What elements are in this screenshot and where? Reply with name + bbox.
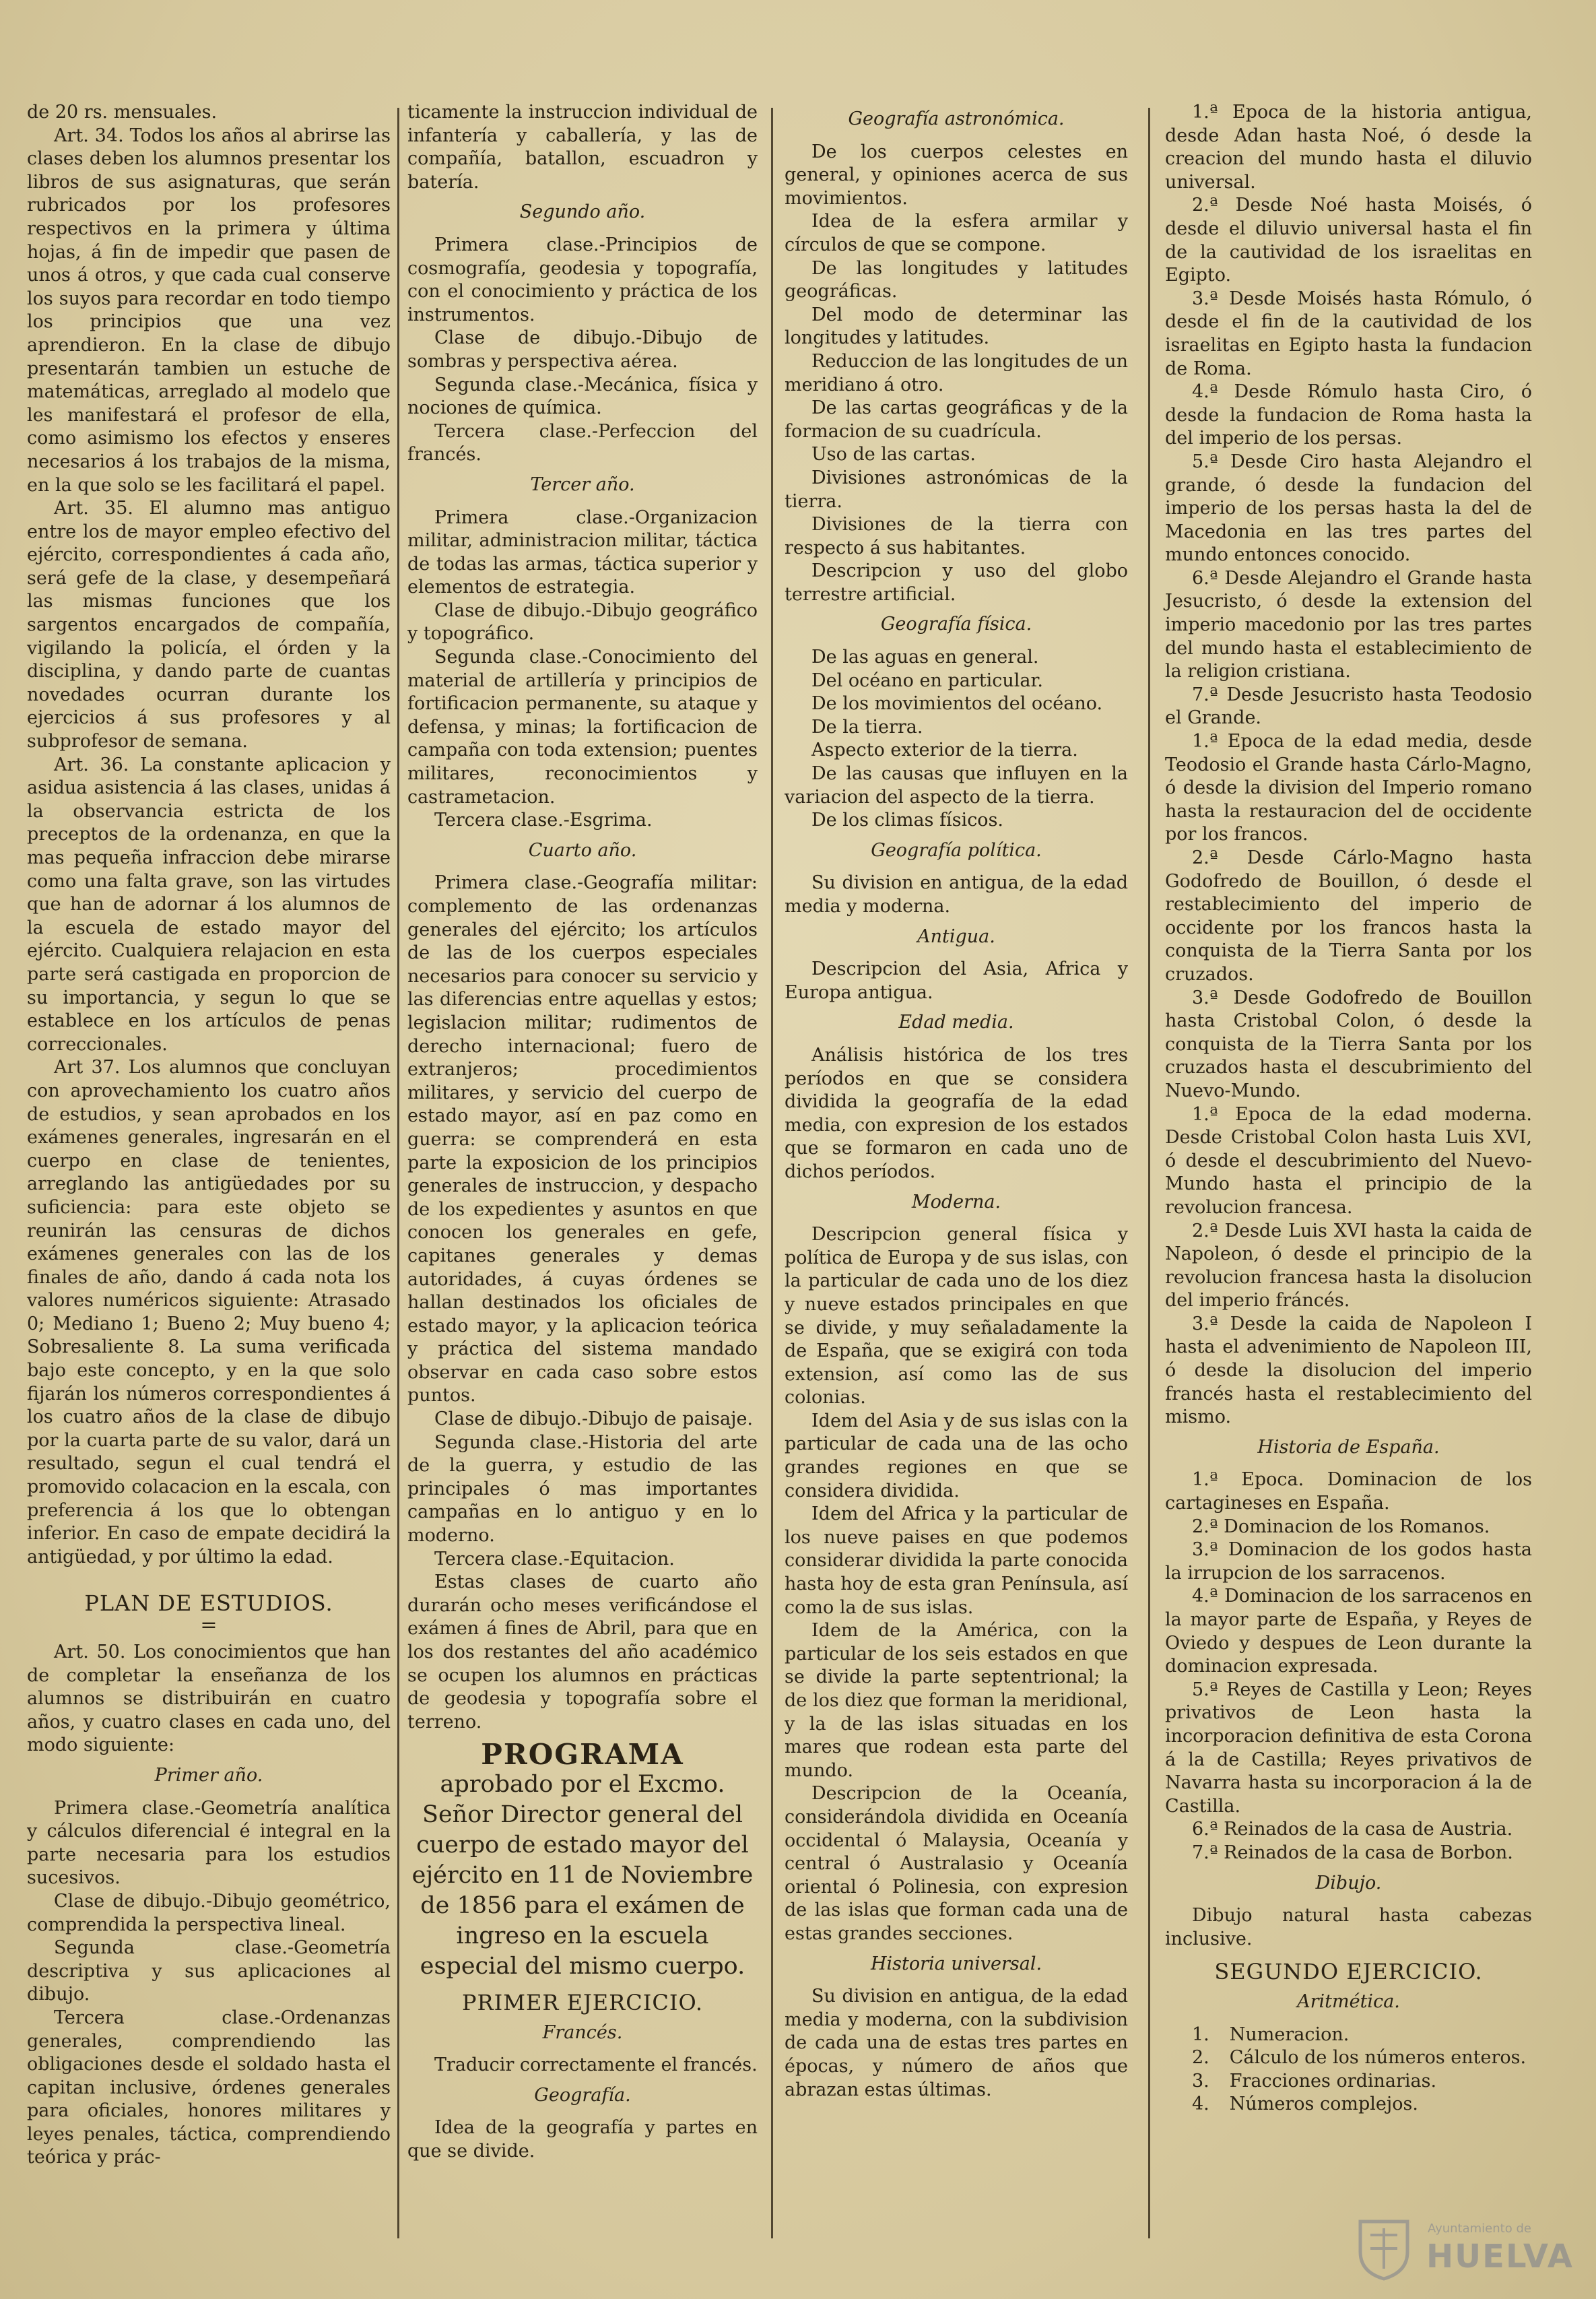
paragraph: Su division en antigua, de la edad media y moderna, con la subdivision de cada una de estas tres partes en épocas, y número de años que abrazan estas últimas. bbox=[785, 1986, 1128, 2100]
paragraph: 7.ª Desde Jesucristo hasta Teodosio el Grande. bbox=[1165, 684, 1532, 729]
paragraph: 2.ª Desde Noé hasta Moisés, ó desde el diluvio universal hasta el fin de la cautividad de los israelitas en Egipto. bbox=[1165, 195, 1532, 286]
paragraph: 7.ª Reinados de la casa de Borbon. bbox=[1192, 1842, 1513, 1863]
paragraph: Segunda clase.-Conocimiento del material de artillería y principios de fortificacion permanente, su ataque y defensa, y minas; la fortificacion de campaña con toda extension; puentes militares, reconocimientos y castrametacion. bbox=[407, 647, 758, 808]
paragraph: 4.ª Dominacion de los sarracenos en la mayor parte de España, y Reyes de Oviedo y despues de Leon durante la dominacion expresada. bbox=[1165, 1586, 1532, 1677]
subheading-geografia: Geografía. bbox=[534, 2084, 631, 2106]
paragraph: Traducir correctamente el francés. bbox=[434, 2054, 758, 2076]
paragraph: Aspecto exterior de la tierra. bbox=[811, 740, 1078, 761]
archive-watermark bbox=[1354, 2215, 1576, 2286]
paragraph: Segunda clase.-Geometría descriptiva y sus aplicaciones al dibujo. bbox=[27, 1937, 391, 2005]
column-1 bbox=[27, 101, 391, 2272]
list-number: 1. bbox=[1192, 2023, 1209, 2045]
paragraph: Descripcion general física y política de Europa y de sus islas, con la particular de cada uno de los diez y nueve estados principales en que se divide, y muy señaladamente la de España, que se exigirá con toda extension, así como las de sus colonias. bbox=[785, 1224, 1128, 1408]
list-text: Numeracion. bbox=[1229, 2023, 1350, 2045]
list-number: 2. bbox=[1192, 2047, 1209, 2069]
paragraph: Estas clases de cuarto año durarán ocho meses verificándose el exámen á fines de Abril, para que en los dos restantes del año académico se ocupen los alumnos en prácticas de geodesia y topografía sobre el terreno. bbox=[407, 1572, 758, 1733]
list-item bbox=[1165, 2046, 1532, 2070]
paragraph: Divisiones astronómicas de la tierra. bbox=[785, 467, 1128, 512]
paragraph: 3.ª Dominacion de los godos hasta la irrupcion de los sarracenos. bbox=[1165, 1539, 1532, 1584]
paragraph: 3.ª Desde Godofredo de Bouillon hasta Cristobal Colon, ó desde la conquista de la Tierra Santa por los cruzados hasta el descubrimiento del Nuevo-Mundo. bbox=[1165, 987, 1532, 1101]
paragraph: Clase de dibujo.-Dibujo geográfico y topográfico. bbox=[407, 600, 758, 645]
subheading-aritmetica: Aritmética. bbox=[1297, 1990, 1400, 2012]
primer-ejercicio-heading: PRIMER EJERCICIO. bbox=[461, 1989, 704, 2015]
subheading-dibujo: Dibujo. bbox=[1315, 1872, 1382, 1893]
paragraph: Descripcion y uso del globo terrestre artificial. bbox=[785, 560, 1128, 605]
subheading-edad-media: Edad media. bbox=[898, 1012, 1014, 1033]
list-number: 4. bbox=[1192, 2094, 1209, 2115]
paragraph: 3.ª Desde Moisés hasta Rómulo, ó desde el fin de la cautividad de los israelitas en Egipto hasta la fundacion de Roma. bbox=[1165, 288, 1532, 379]
paragraph: Primera clase.-Geometría analítica y cálculos diferencial é integral en la parte necesaria para los estudios sucesivos. bbox=[27, 1797, 391, 1889]
watermark-subtitle: Ayuntamiento de bbox=[1428, 2222, 1531, 2236]
paragraph: Del océano en particular. bbox=[811, 670, 1044, 691]
paragraph: Del modo de determinar las longitudes y latitudes. bbox=[785, 304, 1128, 349]
paragraph: Dibujo natural hasta cabezas inclusive. bbox=[1165, 1905, 1532, 1949]
article-35: Art. 35. El alumno mas antiguo entre los de mayor empleo efectivo del ejército, correspondientes á cada año, será gefe de la clase, y desempeñará las mismas funciones que los sargentos encargados de compañía, vigilando la policía, el órden y la disciplina, y dando parte de cuantas novedades ocurran durante los ejercicios á sus profesores y al subprofesor de semana. bbox=[27, 498, 391, 752]
column-2 bbox=[407, 101, 758, 2272]
list-text: Cálculo de los números enteros. bbox=[1229, 2047, 1527, 2069]
list-item bbox=[1165, 2023, 1532, 2047]
paragraph: De los climas físicos. bbox=[811, 810, 1004, 831]
subheading-geografia-astronomica: Geografía astronómica. bbox=[848, 108, 1065, 129]
paragraph: 5.ª Reyes de Castilla y Leon; Reyes privativos de Leon hasta la incorporacion definitiva de esta Corona á la de Castilla; Reyes privativos de Navarra hasta su incorporacion á la de Castilla. bbox=[1165, 1679, 1532, 1817]
paragraph: De la tierra. bbox=[811, 716, 923, 738]
paragraph: 3.ª Desde la caida de Napoleon I hasta el advenimiento de Napoleon III, ó desde la disolucion del imperio francés hasta el restablecimiento del mismo. bbox=[1165, 1313, 1532, 1428]
paragraph: Primera clase.-Principios de cosmografía, geodesia y topografía, con el conocimiento y práctica de los instrumentos. bbox=[407, 234, 758, 325]
paragraph: 1.ª Epoca de la edad moderna. Desde Cristobal Colon hasta Luis XVI, ó desde el descubrimiento del Nuevo-Mundo hasta el principio de la revolucion francesa. bbox=[1165, 1103, 1532, 1218]
paragraph: 2.ª Desde Luis XVI hasta la caida de Napoleon, ó desde el principio de la revolucion francesa hasta la disolucion del imperio fráncés. bbox=[1165, 1220, 1532, 1312]
paragraph: De las longitudes y latitudes geográficas. bbox=[785, 257, 1128, 302]
paragraph: Idem del Africa y la particular de los nueve paises en que podemos considerar dividida la parte conocida hasta hoy de esta gran Península, así como la de sus islas. bbox=[785, 1503, 1128, 1618]
subheading-historia-espana: Historia de España. bbox=[1257, 1436, 1440, 1458]
segundo-ejercicio-heading: SEGUNDO EJERCICIO. bbox=[1214, 1959, 1483, 1985]
subheading-historia-universal: Historia universal. bbox=[870, 1953, 1042, 1974]
section-heading-plan: PLAN DE ESTUDIOS. bbox=[84, 1590, 333, 1617]
paragraph: De las aguas en general. bbox=[811, 647, 1039, 668]
paragraph: Idea de la geografía y partes en que se divide. bbox=[407, 2117, 758, 2162]
paragraph: Análisis histórica de los tres períodos en que se considera dividida la geografía de la edad media, con expresion de los estados que se formaron en cada uno de dichos períodos. bbox=[785, 1044, 1128, 1182]
paragraph: 6.ª Desde Alejandro el Grande hasta Jesucristo, ó desde la extension del imperio macedonio por las tres partes del mundo hasta el establecimiento de la religion cristiana. bbox=[1165, 567, 1532, 682]
subheading-tercer-ano: Tercer año. bbox=[530, 474, 635, 495]
column-4 bbox=[1165, 101, 1532, 2272]
subheading-segundo-ano: Segundo año. bbox=[519, 201, 646, 223]
paragraph: Tercera clase.-Esgrima. bbox=[434, 810, 653, 831]
paragraph: de 20 rs. mensuales. bbox=[27, 102, 218, 123]
paragraph: ticamente la instruccion individual de infantería y caballería, y las de compañía, batallon, escuadron y batería. bbox=[407, 102, 758, 193]
column-3 bbox=[785, 101, 1128, 2272]
paragraph: De las causas que influyen en la variacion del aspecto de la tierra. bbox=[785, 763, 1128, 808]
subheading-cuarto-ano: Cuarto año. bbox=[528, 839, 637, 861]
paragraph: 1.ª Epoca de la edad media, desde Teodosio el Grande hasta Cárlo-Magno, ó desde la division del Imperio romano hasta la restauracion del de occidente por los francos. bbox=[1165, 731, 1532, 845]
paragraph: 1.ª Epoca de la historia antigua, desde Adan hasta Noé, ó desde la creacion del mundo hasta el diluvio universal. bbox=[1165, 102, 1532, 193]
article-50: Art. 50. Los conocimientos que han de completar la enseñanza de los alumnos se distribuirán en cuatro años, y cuatro clases en cada uno, del modo siguiente: bbox=[27, 1642, 391, 1756]
divider: = bbox=[200, 1613, 218, 1637]
programa-heading: PROGRAMA bbox=[481, 1738, 684, 1772]
subheading-primer-ano: Primer año. bbox=[154, 1764, 263, 1786]
programa-subtitle: aprobado por el Excmo. Señor Director general del cuerpo de estado mayor del ejército en 11 de Noviembre de 1856 para el exámen de ingreso en la escuela especial del mismo cuerpo. bbox=[411, 1770, 754, 1980]
list-item bbox=[1165, 2093, 1532, 2116]
column-rule bbox=[771, 108, 773, 2238]
paragraph: Tercera clase.-Equitacion. bbox=[434, 1548, 675, 1569]
paragraph: Segunda clase.-Historia del arte de la guerra, y estudio de las principales ó mas importantes campañas en lo antiguo y en lo moderno. bbox=[407, 1431, 758, 1547]
watermark-title: HUELVA bbox=[1426, 2238, 1574, 2275]
article-37: Art 37. Los alumnos que concluyan con aprovechamiento los cuatro años de estudios, y sean aprobados en los exámenes generales, ingresarán en el cuerpo en clase de tenientes, arreglando las antigüedades por su suficiencia: para este objeto se reunirán las censuras de dichos exámenes generales con las de los finales de año, dando á cada nota los valores numéricos siguiente: Atrasado 0; Mediano 1; Bueno 2; Muy bueno 4; Sobresaliente 8. La suma verificada bajo este concepto, y en la que solo fijarán los números correspondientes á los cuatro años de la clase de dibujo por la cuarta parte de su valor, dará un resultado, segun el cual tendrá el promovido colacacion en la escala, con preferencia á los que lo obtengan inferior. En caso de empate decidirá la antigüedad, y por último la edad. bbox=[27, 1057, 391, 1567]
column-rule bbox=[397, 108, 399, 2238]
paragraph: Tercera clase.-Perfeccion del francés. bbox=[407, 420, 758, 465]
paragraph: Idem de la América, con la particular de los seis estados en que se divide la parte septentrional; la de los diez que forman la meridional, y la de las islas situadas en los mares que rodean esta parte del mundo. bbox=[785, 1620, 1128, 1781]
paragraph: Uso de las cartas. bbox=[811, 444, 976, 465]
paragraph: Idem del Asia y de sus islas con la particular de cada una de las ocho grandes regiones en que se considera dividida. bbox=[785, 1410, 1128, 1501]
paragraph: Descripcion de la Oceanía, considerándola dividida en Oceanía occidental ó Malaysia, Oceanía y central ó Australasio y Oceanía oriental ó Polinesia, con expresion de las islas que forman cada una de estas grandes secciones. bbox=[785, 1783, 1128, 1944]
paragraph: Clase de dibujo.-Dibujo geométrico, comprendida la perspectiva lineal. bbox=[27, 1890, 391, 1935]
paragraph: De los movimientos del océano. bbox=[811, 693, 1103, 715]
paragraph: Descripcion del Asia, Africa y Europa antigua. bbox=[785, 959, 1128, 1003]
list-text: Fracciones ordinarias. bbox=[1229, 2070, 1437, 2092]
subheading-geografia-fisica: Geografía física. bbox=[880, 614, 1032, 635]
paragraph: Divisiones de la tierra con respecto á sus habitantes. bbox=[785, 514, 1128, 558]
paragraph: De los cuerpos celestes en general, y opiniones acerca de sus movimientos. bbox=[785, 141, 1128, 209]
paragraph: Segunda clase.-Mecánica, física y nociones de química. bbox=[407, 374, 758, 419]
paragraph: Tercera clase.-Ordenanzas generales, comprendiendo las obligaciones desde el soldado hasta el capitan inclusive, órdenes generales para oficiales, honores militares y leyes penales, táctica, comprendiendo teórica y prác- bbox=[27, 2007, 391, 2168]
paragraph: 2.ª Desde Cárlo-Magno hasta Godofredo de Bouillon, ó desde el restablecimiento del imperio de occidente por los francos hasta la conquista de la Tierra Santa por los cruzados. bbox=[1165, 847, 1532, 985]
column-rule bbox=[1148, 108, 1150, 2238]
list-text: Números complejos. bbox=[1229, 2094, 1418, 2115]
subheading-moderna: Moderna. bbox=[911, 1191, 1001, 1212]
coat-of-arms-icon bbox=[1354, 2215, 1414, 2282]
article-36: Art. 36. La constante aplicacion y asidua asistencia á las clases, unidas á la observancia estricta de los preceptos de la ordenanza, en que la mas pequeña infraccion debe mirarse como una falta grave, son las virtudes que han de adornar á los alumnos de la escuela de estado mayor del ejército. Cualquiera relajacion en esta parte será castigada en proporcion de su importancia, y segun lo que se establece en los artículos de penas correccionales. bbox=[27, 754, 391, 1055]
paragraph: De las cartas geográficas y de la formacion de su cuadrícula. bbox=[785, 397, 1128, 442]
subheading-antigua: Antigua. bbox=[917, 926, 995, 947]
paragraph: Primera clase.-Organizacion militar, administracion militar, táctica de todas las armas, táctica superior y elementos de estrategia. bbox=[407, 507, 758, 598]
paragraph: Idea de la esfera armilar y círculos de que se compone. bbox=[785, 211, 1128, 255]
paragraph: Clase de dibujo.-Dibujo de paisaje. bbox=[434, 1408, 754, 1430]
paragraph: 5.ª Desde Ciro hasta Alejandro el grande, ó desde la fundacion del imperio de los persas hasta la del de Macedonia en las tres partes del mundo entonces conocido. bbox=[1165, 451, 1532, 566]
paragraph: 2.ª Dominacion de los Romanos. bbox=[1192, 1516, 1490, 1537]
paragraph: Primera clase.-Geografía militar: complemento de las ordenanzas generales del ejército; los artículos de las de los cuerpos especiales necesarios para conocer su servicio y las diferencias entre aquellas y estos; legislacion militar; rudimentos de derecho internacional; fuero de extranjeros; procedimientos militares, y servicio del cuerpo de estado mayor, así en paz como en guerra: se comprenderá en esta parte la exposicion de los principios generales de instruccion, y despacho de los expedientes y asuntos en que conocen los generales en gefe, capitanes generales y demas autoridades, á cuyas órdenes se hallan destinados los oficiales de estado mayor, y la aplicacion teórica y práctica del sistema mandado observar en cada caso sobre estos puntos. bbox=[407, 872, 758, 1406]
paragraph: 1.ª Epoca. Dominacion de los cartagineses en España. bbox=[1165, 1469, 1532, 1514]
paragraph: 4.ª Desde Rómulo hasta Ciro, ó desde la fundacion de Roma hasta la del imperio de los persas. bbox=[1165, 381, 1532, 449]
subheading-frances: Francés. bbox=[542, 2021, 623, 2043]
list-item bbox=[1165, 2070, 1532, 2094]
article-34: Art. 34. Todos los años al abrirse las clases deben los alumnos presentar los libros de sus asignaturas, que serán rubricados por los profesores respectivos en la primera y última hojas, á fin de impedir que pasen de unos á otros, y que cada cual conserve los suyos para recordar en todo tiempo los principios que una vez aprendieron. En la clase de dibujo presentarán tambien un estuche de matemáticas, arreglado al modelo que les manifestará el profesor de ella, como asimismo los efectos y enseres necesarios á los trabajos de la misma, en la que solo se les facilitará el papel. bbox=[27, 125, 391, 496]
paragraph: Clase de dibujo.-Dibujo de sombras y perspectiva aérea. bbox=[407, 327, 758, 372]
subheading-geografia-politica: Geografía política. bbox=[871, 839, 1042, 861]
paragraph: Reduccion de las longitudes de un meridiano á otro. bbox=[785, 350, 1128, 395]
paragraph: 6.ª Reinados de la casa de Austria. bbox=[1192, 1819, 1513, 1840]
paragraph: Su division en antigua, de la edad media y moderna. bbox=[785, 872, 1128, 917]
list-number: 3. bbox=[1192, 2070, 1209, 2092]
